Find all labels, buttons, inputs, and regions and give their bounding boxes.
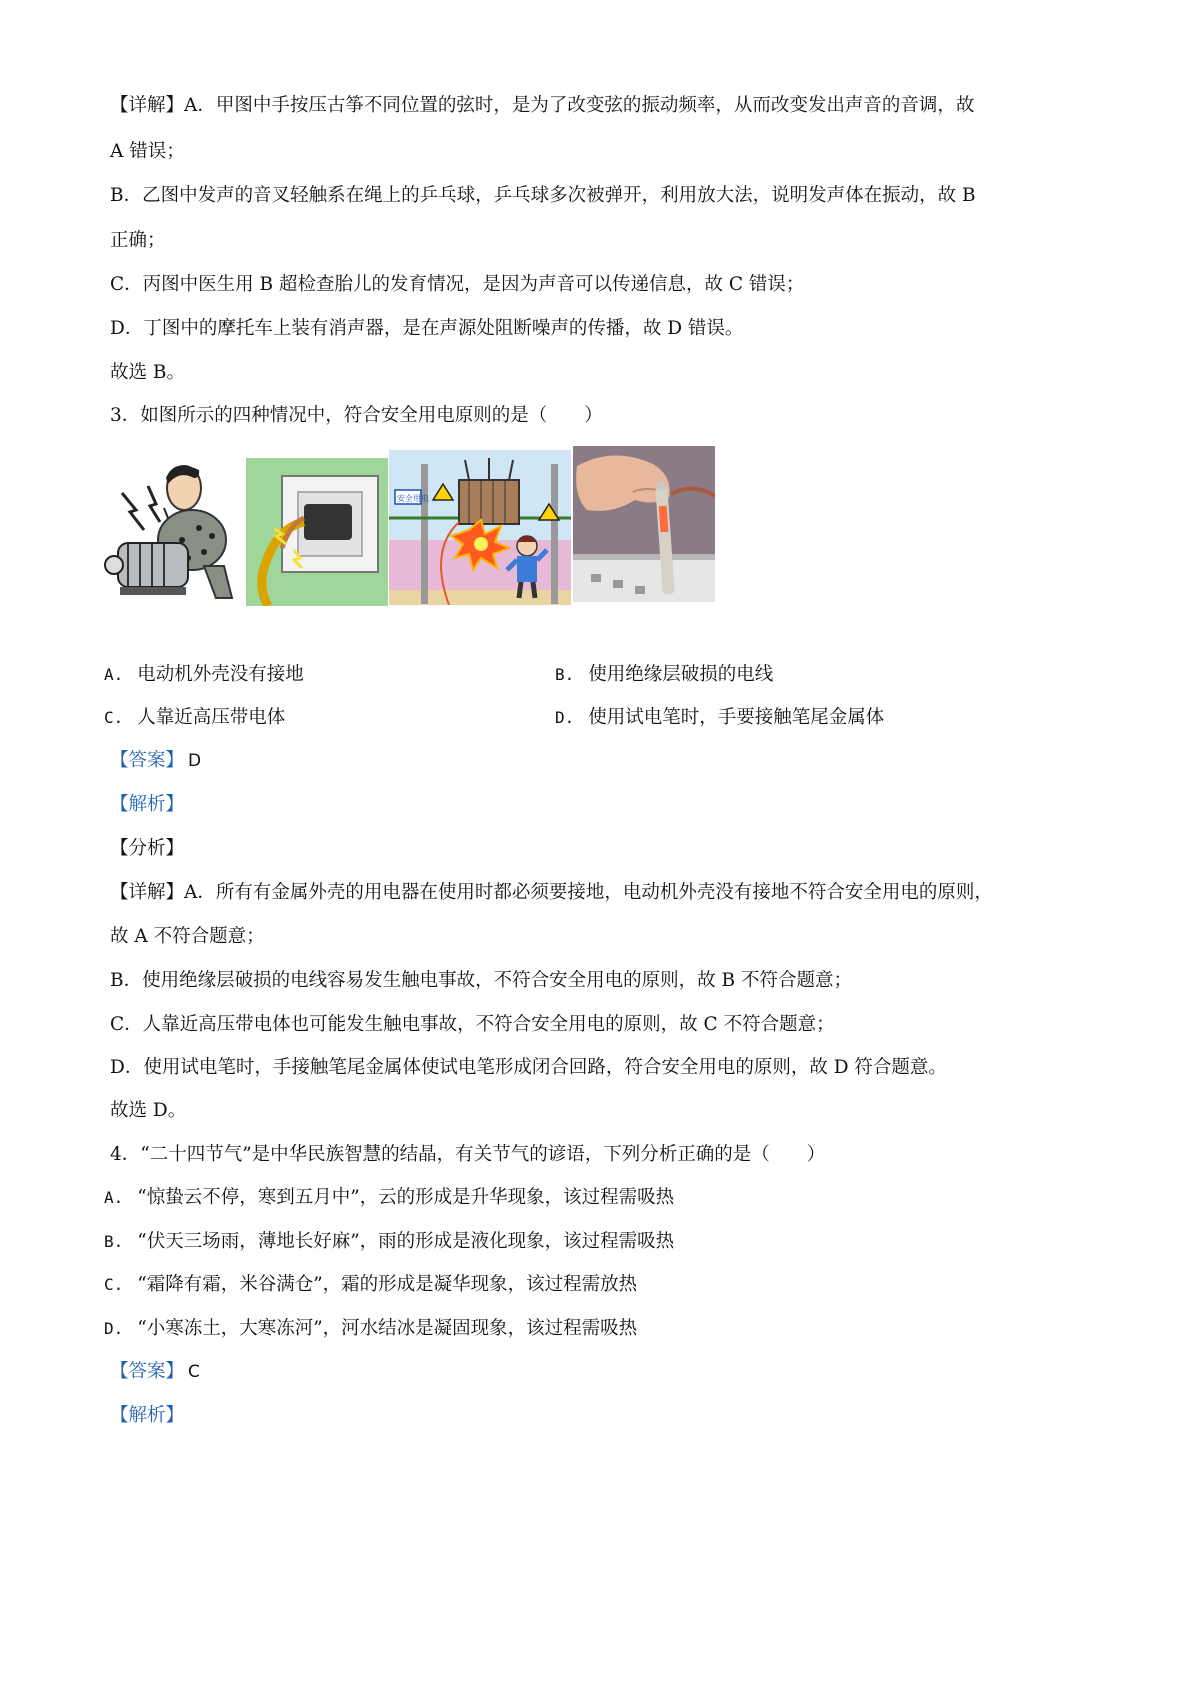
q3-answer [110,748,1110,774]
test-pen-photo [573,446,715,602]
q3-option-c [104,705,285,731]
q3-option-c-text: 人靠近高压带电体 [137,707,286,728]
high-voltage-illustration [389,450,571,605]
q3-answer-value: D [188,751,202,771]
safety-sign-text: 安全用电 [397,494,429,503]
q4-option-b-text: “伏天三场雨，薄地长好麻”，雨的形成是液化现象，该过程需吸热 [137,1231,675,1252]
q4-option-d-letter: D. [104,1319,124,1338]
q4-option-b-letter: B. [104,1232,124,1251]
frayed-wire-socket-illustration [246,458,388,606]
q3-option-a-letter: A. [104,665,124,684]
q3-option-b [555,662,773,688]
q4-option-c-letter: C. [104,1275,124,1294]
q4-option-c [104,1272,637,1298]
q3-detail-line-5: D．使用试电笔时，手接触笔尾金属体使试电笔形成闭合回路，符合安全用电的原则，故 D 符合题意。 [110,1057,947,1078]
q3-detail-line-2: 故 A 不符合题意； [110,926,265,947]
q2-detail-line-2: A 错误； [110,141,185,162]
q3-option-a [104,662,304,688]
q2-detail-line-3: B．乙图中发声的音叉轻触系在绳上的乒乓球，乒乓球多次被弹开，利用放大法，说明发声体在振动，故 B [110,185,976,206]
q3-option-c-letter: C. [104,708,124,727]
q3-option-b-letter: B. [555,665,575,684]
q3-detail-line-1: 【详解】A．所有有金属外壳的用电器在使用时都必须要接地，电动机外壳没有接地不符合安全用电的原则， [110,882,993,903]
q4-stem: 4．“二十四节气”是中华民族智慧的结晶，有关节气的谚语，下列分析正确的是（ ） [110,1144,826,1165]
q4-analysis-label: 【解析】 [110,1405,185,1426]
q4-option-d [104,1316,637,1342]
q4-option-b [104,1229,674,1255]
q4-answer-value: C [188,1362,200,1382]
q4-option-a-text: “惊蛰云不停，寒到五月中”，云的形成是升华现象，该过程需吸热 [137,1187,675,1208]
q3-option-d [555,705,884,731]
q3-detail-line-3: B．使用绝缘层破损的电线容易发生触电事故，不符合安全用电的原则，故 B 不符合题意； [110,970,852,991]
q2-detail-line-5: C．丙图中医生用 B 超检查胎儿的发育情况，是因为声音可以传递信息，故 C 错误； [110,274,805,295]
q3-detail-line-4: C．人靠近高压带电体也可能发生触电事故，不符合安全用电的原则，故 C 不符合题意； [110,1014,835,1035]
q4-option-d-text: “小寒冻土，大寒冻河”，河水结冰是凝固现象，该过程需吸热 [137,1318,638,1339]
q3-answer-label: 【答案】 [110,750,185,771]
q4-answer [110,1359,1110,1385]
q3-stem: 3．如图所示的四种情况中，符合安全用电原则的是（ ） [110,405,603,426]
q2-detail-line-6: D．丁图中的摩托车上装有消声器，是在声源处阻断噪声的传播，故 D 错误。 [110,318,744,339]
q3-fenxi-label: 【分析】 [110,838,185,859]
q4-option-c-text: “霜降有霜，米谷满仓”，霜的形成是凝华现象，该过程需放热 [137,1274,638,1295]
q3-option-b-text: 使用绝缘层破损的电线 [588,664,774,685]
q4-option-a-letter: A. [104,1188,124,1207]
q3-option-d-text: 使用试电笔时，手要接触笔尾金属体 [588,707,885,728]
q2-detail-line-1: 【详解】A．甲图中手按压古筝不同位置的弦时，是为了改变弦的振动频率，从而改变发出声音的音调，故 [110,95,975,116]
q3-option-d-letter: D. [555,708,575,727]
q3-analysis-label: 【解析】 [110,794,185,815]
q3-option-a-text: 电动机外壳没有接地 [137,664,304,685]
q4-option-a [104,1185,674,1211]
q4-answer-label: 【答案】 [110,1361,185,1382]
q2-detail-line-4: 正确； [110,230,166,251]
q3-conclusion: 故选 D。 [110,1100,187,1121]
q2-conclusion: 故选 B。 [110,362,185,383]
motor-illustration [104,448,244,603]
